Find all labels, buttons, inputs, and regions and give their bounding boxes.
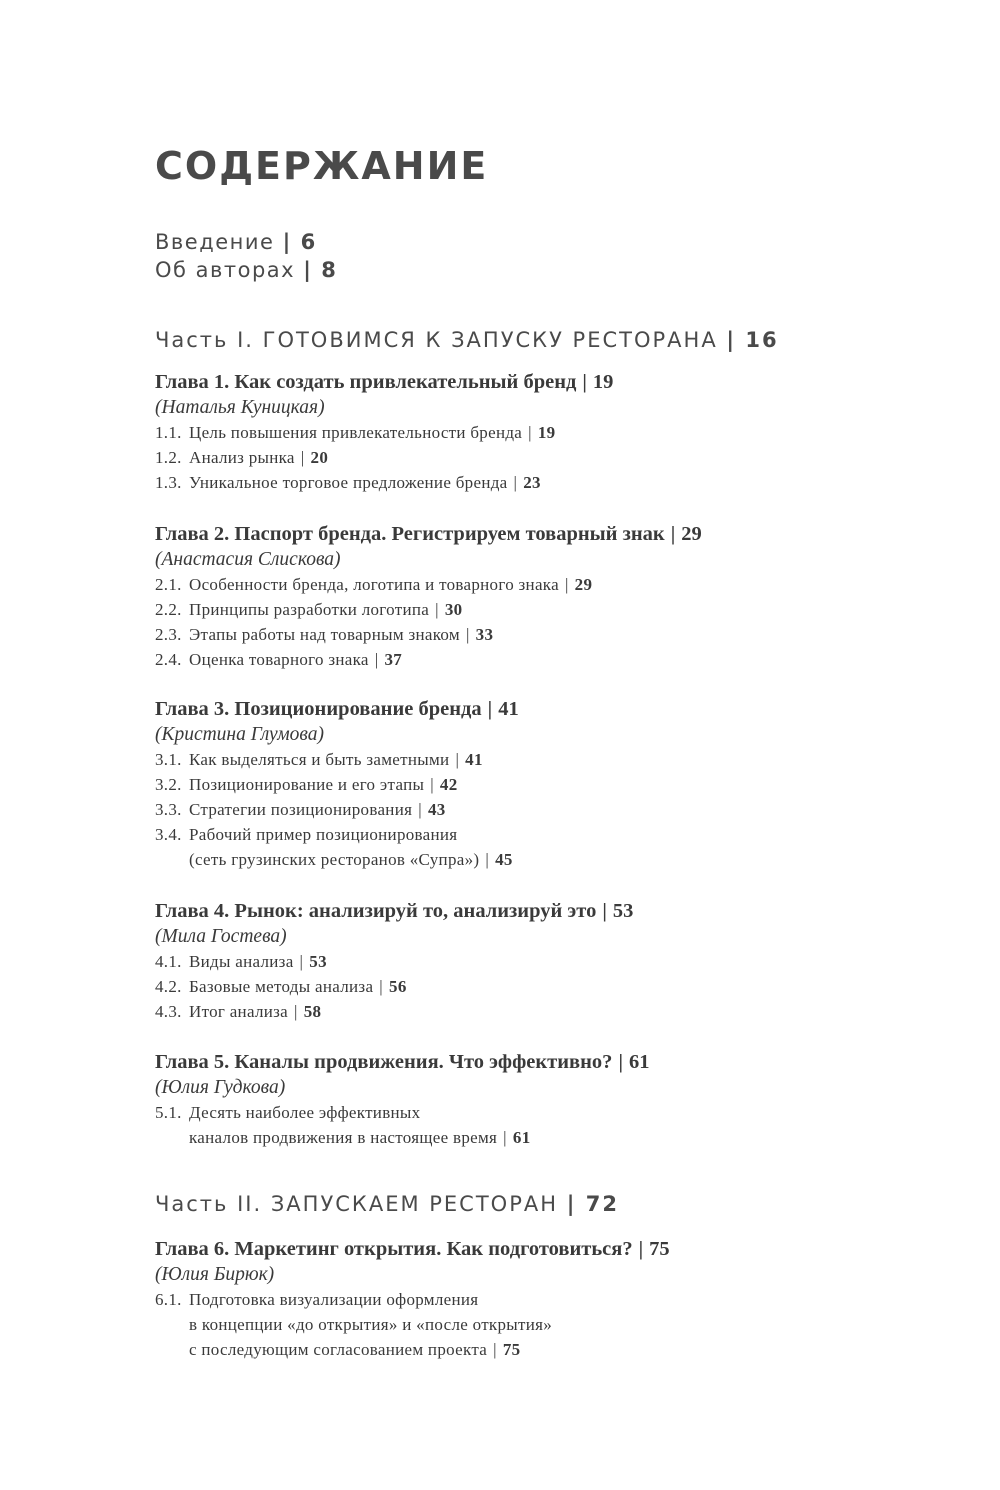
chapter-6 (155, 1235, 875, 1362)
page-number: 30 (444, 600, 463, 619)
section-item-continuation[interactable]: каналов продвижения в настоящее время | 61 (155, 1125, 875, 1150)
section-text: Позиционирование и его этапы (189, 775, 425, 794)
section-text: Базовые методы анализа (189, 977, 374, 996)
chapter-author: (Кристина Глумова) (155, 724, 324, 745)
section-text: с последующим согласованием проекта (189, 1340, 488, 1359)
section-text: Уникальное торговое предложение бренда (189, 473, 508, 492)
page-number: 61 (512, 1128, 531, 1147)
page-number: 20 (310, 448, 329, 467)
page-number: 19 (537, 423, 556, 442)
chapter-author: (Мила Гостева) (155, 926, 287, 947)
page-number: 56 (389, 977, 407, 996)
section-item[interactable]: 4.1. Виды анализа | 53 (155, 949, 875, 974)
section-item[interactable]: 2.4. Оценка товарного знака | 37 (155, 647, 875, 672)
section-item[interactable]: 2.1. Особенности бренда, логотипа и товарного знака | 29 (155, 572, 875, 597)
section-text: Анализ рынка (189, 448, 295, 467)
page-number: 23 (523, 473, 541, 492)
section-item[interactable] (155, 822, 875, 847)
separator: | (303, 258, 322, 282)
section-item[interactable]: 4.2. Базовые методы анализа | 56 (155, 974, 875, 999)
section-item[interactable]: 1.2. Анализ рынка | 20 (155, 445, 875, 470)
section-number: 6.1. (155, 1290, 182, 1309)
chapter-5 (155, 1048, 875, 1150)
section-text: Итог анализа (189, 1002, 288, 1021)
section-item[interactable]: 4.3. Итог анализа | 58 (155, 999, 875, 1024)
section-number: 3.3. (155, 800, 182, 819)
section-item-continuation[interactable] (155, 1312, 875, 1337)
section-number: 2.4. (155, 650, 182, 669)
front-item-label: Введение (155, 230, 275, 254)
part-label: Часть II. ЗАПУСКАЕМ РЕСТОРАН (155, 1192, 559, 1216)
chapter-author: (Наталья Куницкая) (155, 397, 325, 418)
section-item[interactable] (155, 1100, 875, 1125)
chapter-title[interactable]: Глава 3. Позиционирование бренда | 41 (155, 698, 519, 720)
section-item[interactable]: 1.3. Уникальное торговое предложение бренда | 23 (155, 470, 875, 495)
section-item-continuation[interactable]: с последующим согласованием проекта | 75 (155, 1337, 875, 1362)
page-number: 61 (628, 1051, 650, 1073)
section-number: 5.1. (155, 1103, 182, 1122)
section-item[interactable] (155, 1287, 875, 1312)
page-number: 41 (498, 698, 519, 720)
section-number: 3.2. (155, 775, 182, 794)
chapter-title-text: Глава 4. Рынок: анализируй то, анализируй это (155, 900, 597, 922)
chapter-author: (Юлия Бирюк) (155, 1264, 275, 1285)
page-number: 8 (321, 258, 338, 282)
separator: | (726, 328, 746, 352)
section-number: 4.2. (155, 977, 182, 996)
chapter-author: (Анастасия Слискова) (155, 549, 341, 570)
front-item-authors[interactable] (155, 256, 337, 284)
chapter-title[interactable]: Глава 6. Маркетинг открытия. Как подготовиться? | 75 (155, 1238, 670, 1260)
section-text: Подготовка визуализации оформления (189, 1290, 479, 1309)
page-number: 16 (745, 328, 779, 352)
section-number: 1.3. (155, 473, 182, 492)
chapter-1 (155, 368, 875, 495)
chapter-author: (Юлия Гудкова) (155, 1077, 286, 1098)
section-text: Десять наиболее эффективных (189, 1103, 421, 1122)
page-number: 58 (303, 1002, 322, 1021)
separator: | (282, 230, 301, 254)
page-number: 75 (649, 1238, 670, 1260)
section-text: Принципы разработки логотипа (189, 600, 430, 619)
chapter-title-text: Глава 1. Как создать привлекательный бренд (155, 371, 577, 393)
page-number: 29 (681, 523, 702, 545)
page-number: 29 (574, 575, 593, 594)
section-item-continuation[interactable]: (сеть грузинских ресторанов «Супра») | 45 (155, 847, 875, 872)
chapter-title-text: Глава 6. Маркетинг открытия. Как подготовиться? (155, 1238, 633, 1260)
section-number: 2.1. (155, 575, 182, 594)
section-item[interactable]: 3.2. Позиционирование и его этапы | 42 (155, 772, 875, 797)
part-label: Часть I. ГОТОВИМСЯ К ЗАПУСКУ РЕСТОРАНА (155, 328, 718, 352)
page-number: 53 (612, 900, 634, 922)
section-number: 3.4. (155, 825, 182, 844)
chapter-title[interactable]: Глава 1. Как создать привлекательный бренд | 19 (155, 371, 614, 393)
page-number: 72 (585, 1192, 619, 1216)
section-text: (сеть грузинских ресторанов «Супра») (189, 850, 480, 869)
section-text: Стратегии позиционирования (189, 800, 413, 819)
page-number: 37 (384, 650, 403, 669)
section-text: Оценка товарного знака (189, 650, 369, 669)
part-1-heading[interactable] (155, 326, 779, 354)
section-item[interactable]: 3.1. Как выделяться и быть заметными | 41 (155, 747, 875, 772)
section-number: 3.1. (155, 750, 182, 769)
section-text: Цель повышения привлекательности бренда (189, 423, 523, 442)
section-text: каналов продвижения в настоящее время (189, 1128, 498, 1147)
section-text: Рабочий пример позиционирования (189, 825, 458, 844)
section-text: Особенности бренда, логотипа и товарного знака (189, 575, 559, 594)
part-2-heading[interactable] (155, 1190, 619, 1218)
chapter-title[interactable]: Глава 5. Каналы продвижения. Что эффективно? | 61 (155, 1051, 650, 1073)
page-number: 41 (465, 750, 483, 769)
front-item-intro[interactable] (155, 228, 337, 256)
chapter-4 (155, 897, 875, 1024)
section-text: в концепции «до открытия» и «после открытия» (189, 1315, 553, 1334)
chapter-title-text: Глава 3. Позиционирование бренда (155, 698, 482, 720)
page-number: 19 (592, 371, 614, 393)
chapter-title-text: Глава 2. Паспорт бренда. Регистрируем товарный знак (155, 523, 665, 545)
section-item[interactable]: 3.3. Стратегии позиционирования | 43 (155, 797, 875, 822)
section-item[interactable]: 2.2. Принципы разработки логотипа | 30 (155, 597, 875, 622)
page-number: 53 (309, 952, 327, 971)
page-title: СОДЕРЖАНИЕ (155, 144, 489, 188)
front-item-label: Об авторах (155, 258, 296, 282)
section-item[interactable]: 2.3. Этапы работы над товарным знаком | 33 (155, 622, 875, 647)
page-number: 42 (439, 775, 458, 794)
section-number: 4.3. (155, 1002, 182, 1021)
page-number: 33 (475, 625, 494, 644)
chapter-2 (155, 520, 875, 672)
section-text: Как выделяться и быть заметными (189, 750, 450, 769)
chapter-title-text: Глава 5. Каналы продвижения. Что эффективно? (155, 1051, 613, 1073)
section-number: 2.2. (155, 600, 182, 619)
page-number: 45 (495, 850, 513, 869)
section-number: 1.2. (155, 448, 182, 467)
page-number: 6 (300, 230, 317, 254)
chapter-title[interactable]: Глава 2. Паспорт бренда. Регистрируем товарный знак | 29 (155, 523, 702, 545)
front-matter (155, 228, 337, 284)
section-number: 4.1. (155, 952, 182, 971)
chapter-title[interactable]: Глава 4. Рынок: анализируй то, анализируй это | 53 (155, 900, 634, 922)
section-item[interactable]: 1.1. Цель повышения привлекательности бренда | 19 (155, 420, 875, 445)
page-number: 75 (502, 1340, 521, 1359)
section-number: 2.3. (155, 625, 182, 644)
page-number: 43 (427, 800, 446, 819)
separator: | (566, 1192, 586, 1216)
section-text: Виды анализа (189, 952, 294, 971)
section-number: 1.1. (155, 423, 182, 442)
chapter-3 (155, 695, 875, 872)
section-text: Этапы работы над товарным знаком (189, 625, 460, 644)
